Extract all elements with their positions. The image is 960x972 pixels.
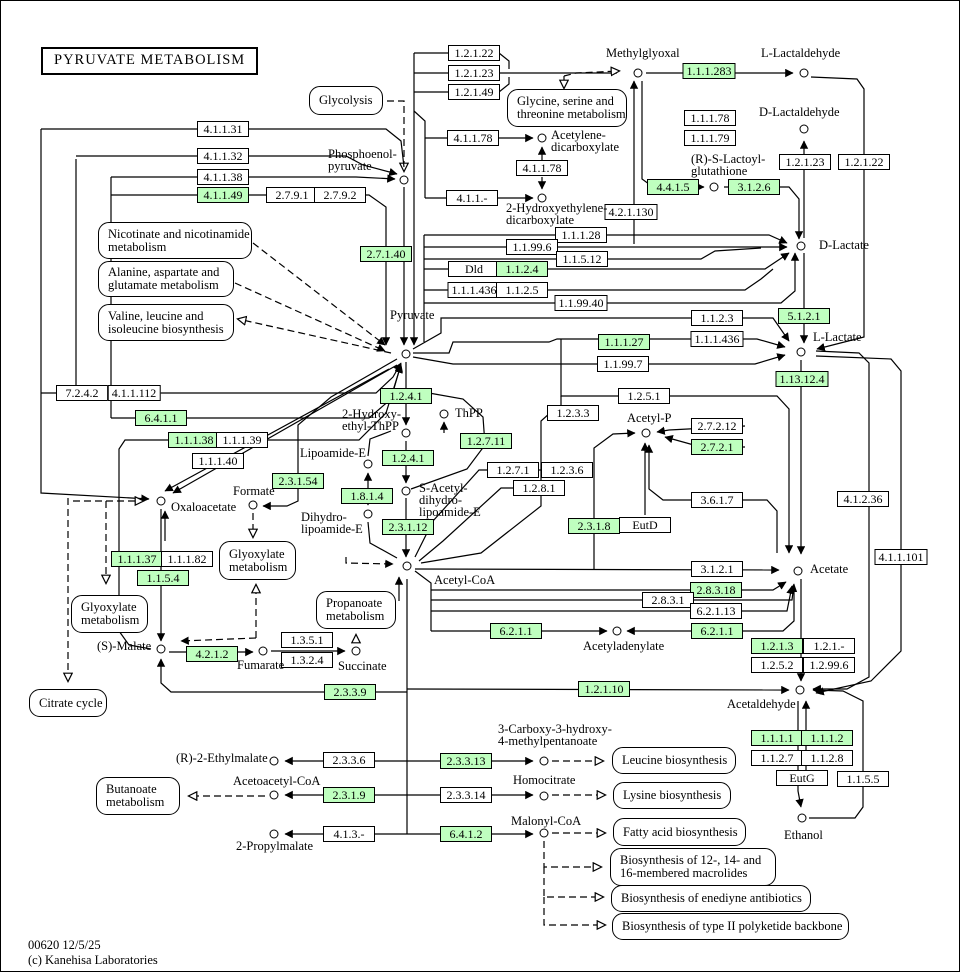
pathway-link-nicotinate-nicotinamide-metabolism[interactable]: [98, 222, 252, 259]
pathway-link-propanoate-metabolism[interactable]: [316, 591, 396, 629]
compound-node-formate[interactable]: [249, 501, 258, 510]
pathway-link-label: glutamate metabolism: [108, 278, 219, 292]
label-line: Acetaldehyde: [727, 697, 796, 711]
enzyme-box-2-3-3-6[interactable]: 2.3.3.6: [323, 752, 375, 768]
compound-node-l-lactate[interactable]: [797, 348, 806, 357]
enzyme-box-1-1-1-2[interactable]: 1.1.1.2: [801, 730, 853, 746]
enzyme-box-1-2-7-1[interactable]: 1.2.7.1: [487, 462, 539, 478]
label-dihydrolipoamide-e: [301, 511, 363, 535]
label-line: dicarboxylate: [551, 140, 620, 154]
compound-node-s-acetyl-dihydrolipoamide-e[interactable]: [402, 487, 411, 496]
map-title: PYRUVATE METABOLISM: [41, 47, 258, 75]
enzyme-box-4-1-1[interactable]: 4.1.1.-: [446, 190, 498, 206]
label-acetyl-p: [627, 412, 671, 424]
enzyme-box-1-1-2-3[interactable]: 1.1.2.3: [691, 310, 743, 326]
enzyme-box-6-2-1-13[interactable]: 6.2.1.13: [690, 603, 742, 619]
enzyme-box-1-1-1-436[interactable]: 1.1.1.436: [448, 282, 501, 298]
enzyme-box-1-1-2-5[interactable]: 1.1.2.5: [496, 282, 548, 298]
pathway-link-biosynthesis-macrolides[interactable]: [610, 848, 776, 886]
enzyme-box-1-1-1-78[interactable]: 1.1.1.78: [684, 110, 736, 126]
enzyme-box-eutd[interactable]: EutD: [619, 517, 671, 533]
pathway-link-label: Biosynthesis of type II polyketide backbone: [622, 919, 843, 933]
label-pyruvate: [390, 309, 434, 321]
enzyme-box-1-1-1-436[interactable]: 1.1.1.436: [691, 331, 744, 347]
label-ethanol: [784, 829, 823, 841]
pathway-link-leucine-biosynthesis[interactable]: [612, 747, 736, 774]
label-line: S-Acetyl-: [419, 481, 468, 495]
label-r-2-ethylmalate: [176, 752, 268, 764]
pathway-link-lysine-biosynthesis[interactable]: [613, 782, 731, 809]
label-line: Homocitrate: [513, 773, 576, 787]
compound-node-acetoacetyl-coa[interactable]: [270, 791, 279, 800]
compound-node-dihydrolipoamide-e[interactable]: [364, 510, 373, 519]
label-succinate: [338, 660, 387, 672]
label-2-propylmalate: [236, 840, 313, 852]
enzyme-box-1-1-99-6[interactable]: 1.1.99.6: [506, 239, 558, 255]
enzyme-box-2-3-1-54[interactable]: 2.3.1.54: [272, 473, 324, 489]
label-line: 3-Carboxy-3-hydroxy-: [498, 722, 612, 736]
enzyme-box-1-3-2-4[interactable]: 1.3.2.4: [281, 652, 333, 668]
pathway-link-label: metabolism: [229, 559, 288, 574]
enzyme-box-1-2-1-22[interactable]: 1.2.1.22: [838, 154, 890, 170]
label-line: Acetyladenylate: [583, 639, 665, 653]
label-lipoamide-e: [300, 447, 366, 459]
enzyme-box-6-4-1-1[interactable]: 6.4.1.1: [135, 410, 187, 426]
compound-node-acetate[interactable]: [794, 567, 803, 576]
enzyme-box-2-3-1-9[interactable]: 2.3.1.9: [323, 787, 375, 803]
pathway-link-glycine-serine-threonine-metabolism[interactable]: [507, 89, 627, 127]
label-line: Lipoamide-E: [300, 446, 366, 460]
enzyme-box-1-2-4-1[interactable]: 1.2.4.1: [380, 388, 432, 404]
label-3-carboxy-3-hydroxy-4-methylpentanoate: [498, 723, 612, 747]
edge: [238, 319, 391, 353]
label-line: ThPP: [455, 406, 483, 420]
enzyme-box-1-1-2-8[interactable]: 1.1.2.8: [801, 750, 853, 766]
pathway-link-alanine-aspartate-glutamate-metabolism[interactable]: [98, 261, 234, 297]
pathway-link-label: isoleucine biosynthesis: [108, 321, 224, 336]
edge: [346, 557, 393, 564]
pathway-link-label: Glycolysis: [319, 93, 373, 107]
enzyme-box-1-2-3-6[interactable]: 1.2.3.6: [541, 462, 593, 478]
enzyme-box-1-1-2-7[interactable]: 1.1.2.7: [751, 750, 803, 766]
label-line: dihydro-: [419, 493, 463, 507]
label-line: Acetylene-: [551, 128, 606, 142]
enzyme-box-4-1-2-36[interactable]: 4.1.2.36: [837, 491, 889, 507]
edge: [499, 53, 509, 69]
pathway-link-label: Biosynthesis of enediyne antibiotics: [621, 891, 802, 905]
compound-node-lipoamide-e[interactable]: [364, 460, 373, 469]
enzyme-box-1-2-5-1[interactable]: 1.2.5.1: [618, 388, 670, 404]
label-acetate: [810, 563, 848, 575]
edge: [414, 111, 425, 198]
enzyme-box-4-1-3[interactable]: 4.1.3.-: [323, 826, 375, 842]
label-line: Acetate: [810, 562, 849, 576]
compound-node-d-lactaldehyde[interactable]: [800, 125, 809, 134]
compound-node-pyruvate[interactable]: [402, 350, 411, 359]
compound-node-thpp[interactable]: [440, 410, 449, 419]
label-l-lactaldehyde: [761, 47, 840, 59]
label-line: D-Lactaldehyde: [759, 105, 840, 119]
enzyme-box-1-1-1-1[interactable]: 1.1.1.1: [751, 730, 803, 746]
pathway-link-label: Valine, leucine and: [108, 308, 204, 323]
label-line: Formate: [233, 484, 275, 498]
label-rs-lactoyl-glutathione: [691, 153, 765, 177]
edge: [544, 867, 603, 897]
label-line: 2-Propylmalate: [236, 839, 314, 853]
label-line: Malonyl-CoA: [511, 814, 582, 828]
enzyme-box-2-7-9-1[interactable]: 2.7.9.1: [266, 187, 318, 203]
enzyme-box-6-2-1-1[interactable]: 6.2.1.1: [490, 623, 542, 639]
enzyme-box-1-1-1-82[interactable]: 1.1.1.82: [161, 551, 213, 567]
label-line: Acetoacetyl-CoA: [233, 774, 321, 788]
enzyme-box-1-2-5-2[interactable]: 1.2.5.2: [751, 657, 803, 673]
compound-node-r-2-ethylmalate[interactable]: [270, 757, 279, 766]
pathway-link-label: Biosynthesis of 12-, 14- and: [620, 853, 762, 867]
pathway-link-label: Fatty acid biosynthesis: [623, 824, 738, 839]
enzyme-box-2-8-3-18[interactable]: 2.8.3.18: [690, 582, 742, 598]
enzyme-box-2-3-3-13[interactable]: 2.3.3.13: [440, 753, 492, 769]
enzyme-box-4-1-1-31[interactable]: 4.1.1.31: [197, 121, 249, 137]
edge: [594, 433, 635, 569]
label-line: Oxaloacetate: [171, 500, 237, 514]
pathway-link-label: Propanoate: [326, 596, 383, 610]
enzyme-box-1-2-7-11[interactable]: 1.2.7.11: [460, 433, 512, 449]
enzyme-box-1-2-1-10[interactable]: 1.2.1.10: [578, 681, 630, 697]
pathway-link-label: Nicotinate and nicotinamide: [108, 226, 250, 241]
pathway-link-label: metabolism: [106, 795, 165, 809]
enzyme-box-4-1-1-101[interactable]: 4.1.1.101: [875, 549, 928, 565]
enzyme-box-3-1-2-6[interactable]: 3.1.2.6: [728, 179, 780, 195]
enzyme-box-4-1-1-32[interactable]: 4.1.1.32: [197, 148, 249, 164]
pathway-link-label: metabolism: [326, 609, 385, 623]
compound-node-acetylene-dicarboxylate[interactable]: [538, 134, 547, 143]
compound-node-acetaldehyde[interactable]: [796, 686, 805, 695]
enzyme-box-2-7-2-12[interactable]: 2.7.2.12: [691, 418, 743, 434]
label-line: ethyl-ThPP: [342, 419, 399, 433]
label-line: dicarboxylate: [506, 213, 575, 227]
enzyme-box-4-2-1-130[interactable]: 4.2.1.130: [605, 204, 658, 220]
pathway-link-label: Glyoxylate: [81, 600, 137, 614]
compound-node-homocitrate[interactable]: [540, 792, 549, 801]
enzyme-box-1-2-4-1[interactable]: 1.2.4.1: [382, 450, 434, 466]
label-line: Succinate: [338, 659, 387, 673]
label-line: D-Lactate: [819, 238, 869, 252]
pathway-link-glyoxylate-metabolism-left[interactable]: [71, 595, 148, 633]
map-number-date: 00620 12/5/25: [28, 938, 101, 952]
enzyme-box-1-1-1-38[interactable]: 1.1.1.38: [168, 432, 220, 448]
pathway-link-label: threonine metabolism: [517, 107, 626, 121]
enzyme-box-4-1-1-38[interactable]: 4.1.1.38: [197, 169, 249, 185]
pathway-link-butanoate-metabolism[interactable]: [96, 777, 180, 815]
label-line: glutathione: [691, 164, 748, 178]
pathway-link-label: Glyoxylate: [229, 546, 285, 561]
compound-node-2-propylmalate[interactable]: [270, 830, 279, 839]
label-line: Methylglyoxal: [606, 46, 680, 60]
label-line: Ethanol: [784, 828, 823, 842]
enzyme-box-1-1-1-283[interactable]: 1.1.1.283: [683, 63, 736, 79]
pathway-link-label: metabolism: [108, 239, 167, 254]
enzyme-box-2-7-2-1[interactable]: 2.7.2.1: [691, 439, 743, 455]
label-line: (R)-2-Ethylmalate: [176, 751, 268, 765]
enzyme-box-1-13-12-4[interactable]: 1.13.12.4: [776, 371, 829, 387]
enzyme-box-4-1-1-78[interactable]: 4.1.1.78: [516, 160, 568, 176]
pathway-link-label: 16-membered macrolides: [620, 866, 748, 880]
enzyme-box-4-1-1-112[interactable]: 4.1.1.112: [108, 385, 161, 401]
enzyme-box-1-1-1-39[interactable]: 1.1.1.39: [216, 432, 268, 448]
enzyme-box-4-4-1-5[interactable]: 4.4.1.5: [647, 179, 699, 195]
pathway-link-label: Glycine, serine and: [517, 94, 614, 108]
enzyme-box-1-2-1-49[interactable]: 1.2.1.49: [448, 84, 500, 100]
compound-node-ethanol[interactable]: [798, 814, 807, 823]
label-fumarate: [237, 659, 284, 671]
edge: [544, 897, 605, 925]
label-d-lactate: [819, 239, 869, 251]
compound-node-rs-lactoyl-glutathione[interactable]: [710, 183, 719, 192]
pathway-link-label: Alanine, aspartate and: [108, 265, 220, 279]
label-line: Pyruvate: [390, 308, 435, 322]
label-s-acetyl-dihydrolipoamide-e: [419, 482, 481, 518]
enzyme-box-1-2-3-3[interactable]: 1.2.3.3: [547, 405, 599, 421]
label-l-lactate: [813, 331, 862, 343]
pathway-link-biosynthesis-enediyne-antibiotics[interactable]: [611, 885, 811, 912]
enzyme-box-1-2-99-6[interactable]: 1.2.99.6: [803, 657, 855, 673]
label-line: Phosphoenol-: [328, 147, 397, 161]
label-line: 2-Hydroxyethylene-: [506, 201, 608, 215]
enzyme-box-4-1-1-49[interactable]: 4.1.1.49: [197, 187, 249, 203]
enzyme-box-2-3-3-14[interactable]: 2.3.3.14: [440, 787, 492, 803]
label-line: lipoamide-E: [301, 522, 363, 536]
edge: [181, 638, 256, 641]
edge: [415, 571, 431, 631]
pathway-link-fatty-acid-biosynthesis[interactable]: [613, 818, 746, 846]
label-2-hydroxyethyl-thpp: [342, 408, 401, 432]
compound-node-3-carboxy-3-hydroxy-4-methylpentanoate[interactable]: [540, 757, 549, 766]
label-line: L-Lactate: [813, 330, 862, 344]
enzyme-box-3-1-2-1[interactable]: 3.1.2.1: [691, 561, 743, 577]
pathway-link-label: Lysine biosynthesis: [623, 788, 722, 802]
label-2-hydroxyethylene-dicarboxylate: [506, 202, 607, 226]
compound-node-acetyl-p[interactable]: [642, 429, 651, 438]
enzyme-box-1-2-1-3[interactable]: 1.2.1.3: [751, 638, 803, 654]
enzyme-box-1-8-1-4[interactable]: 1.8.1.4: [341, 488, 393, 504]
enzyme-box-2-3-1-12[interactable]: 2.3.1.12: [382, 519, 434, 535]
pathway-link-glyoxylate-metabolism-center[interactable]: [219, 541, 296, 580]
enzyme-box-1-1-99-7[interactable]: 1.1.99.7: [597, 356, 649, 372]
enzyme-box-1-2-1-22[interactable]: 1.2.1.22: [448, 45, 500, 61]
edge: [235, 283, 385, 351]
edge: [111, 177, 395, 179]
enzyme-box-4-1-1-78[interactable]: 4.1.1.78: [447, 130, 499, 146]
label-acetyladenylate: [583, 640, 664, 652]
enzyme-box-1-2-8-1[interactable]: 1.2.8.1: [513, 480, 565, 496]
label-phosphoenolpyruvate: [328, 148, 397, 172]
enzyme-box-1-1-2-4[interactable]: 1.1.2.4: [496, 261, 548, 277]
label-acetoacetyl-coa: [233, 775, 320, 787]
enzyme-box-1-1-99-40[interactable]: 1.1.99.40: [555, 295, 608, 311]
compound-node-methylglyoxal[interactable]: [634, 69, 643, 78]
label-d-lactaldehyde: [759, 106, 840, 118]
enzyme-box-2-8-3-1[interactable]: 2.8.3.1: [642, 592, 694, 608]
compound-node-oxaloacetate[interactable]: [157, 497, 166, 506]
enzyme-box-1-1-5-12[interactable]: 1.1.5.12: [556, 251, 608, 267]
compound-node-succinate[interactable]: [352, 647, 361, 656]
label-line: pyruvate: [328, 159, 372, 173]
pathway-link-biosynthesis-type-ii-polyketide[interactable]: [612, 913, 849, 940]
enzyme-box-eutg[interactable]: EutG: [776, 770, 828, 786]
edge: [544, 841, 601, 867]
label-line: L-Lactaldehyde: [761, 46, 841, 60]
enzyme-box-5-1-2-1[interactable]: 5.1.2.1: [778, 308, 830, 324]
label-homocitrate: [513, 774, 575, 786]
compound-node-s-malate[interactable]: [157, 645, 166, 654]
enzyme-box-2-7-1-40[interactable]: 2.7.1.40: [360, 246, 412, 262]
label-thpp: [455, 407, 483, 419]
enzyme-box-1-1-1-40[interactable]: 1.1.1.40: [192, 453, 244, 469]
enzyme-box-7-2-4-2[interactable]: 7.2.4.2: [56, 385, 108, 401]
compound-node-l-lactaldehyde[interactable]: [800, 69, 809, 78]
label-line: 4-methylpentanoate: [498, 734, 598, 748]
edge: [499, 77, 509, 92]
compound-node-2-hydroxyethyl-thpp[interactable]: [402, 429, 411, 438]
enzyme-box-6-4-1-2[interactable]: 6.4.1.2: [440, 826, 492, 842]
enzyme-box-1-3-5-1[interactable]: 1.3.5.1: [281, 632, 333, 648]
pathway-link-label: metabolism: [81, 613, 140, 627]
label-formate: [233, 485, 275, 497]
pathway-link-label: Butanoate: [106, 782, 157, 796]
enzyme-box-2-7-9-2[interactable]: 2.7.9.2: [314, 187, 366, 203]
label-line: Dihydro-: [301, 510, 347, 524]
compound-node-acetyl-coa[interactable]: [403, 562, 412, 571]
enzyme-box-2-3-1-8[interactable]: 2.3.1.8: [568, 518, 620, 534]
pathway-link-label: Citrate cycle: [39, 695, 103, 710]
label-line: Fumarate: [237, 658, 285, 672]
label-oxaloacetate: [171, 501, 236, 513]
label-line: Acetyl-P: [627, 411, 672, 425]
label-acetyl-coa: [434, 574, 495, 586]
compound-node-acetyladenylate[interactable]: [613, 627, 622, 636]
compound-node-malonyl-coa[interactable]: [540, 829, 549, 838]
enzyme-box-3-6-1-7[interactable]: 3.6.1.7: [691, 492, 743, 508]
pathway-link-valine-leucine-isoleucine-biosynthesis[interactable]: [98, 304, 234, 341]
enzyme-box-dld[interactable]: Dld: [448, 261, 500, 277]
enzyme-box-6-2-1-1[interactable]: 6.2.1.1: [691, 623, 743, 639]
label-line: 2-Hydroxy-: [342, 407, 402, 421]
compound-node-phosphoenolpyruvate[interactable]: [400, 176, 409, 185]
label-malonyl-coa: [511, 815, 581, 827]
compound-node-d-lactate[interactable]: [797, 242, 806, 251]
label-line: (S)-Malate: [97, 639, 152, 653]
enzyme-box-1-1-5-4[interactable]: 1.1.5.4: [137, 570, 189, 586]
enzyme-box-1-1-1-37[interactable]: 1.1.1.37: [111, 551, 163, 567]
label-methylglyoxal: [606, 47, 680, 59]
enzyme-box-1-1-1-27[interactable]: 1.1.1.27: [598, 334, 650, 350]
enzyme-box-1-1-1-79[interactable]: 1.1.1.79: [684, 130, 736, 146]
enzyme-box-1-2-1-23[interactable]: 1.2.1.23: [779, 154, 831, 170]
enzyme-box-1-1-1-28[interactable]: 1.1.1.28: [555, 227, 607, 243]
label-line: Acetyl-CoA: [434, 573, 496, 587]
map-footer: [28, 938, 158, 968]
enzyme-box-2-3-3-9[interactable]: 2.3.3.9: [324, 684, 376, 700]
pathway-link-glycolysis[interactable]: [309, 86, 383, 115]
enzyme-box-1-2-1-23[interactable]: 1.2.1.23: [448, 65, 500, 81]
pathway-link-citrate-cycle[interactable]: [29, 689, 107, 717]
enzyme-box-1-2-1[interactable]: 1.2.1.-: [803, 638, 855, 654]
label-acetaldehyde: [727, 698, 796, 710]
pathway-link-label: Leucine biosynthesis: [622, 753, 728, 767]
copyright: (c) Kanehisa Laboratories: [28, 953, 158, 967]
enzyme-box-4-2-1-2[interactable]: 4.2.1.2: [186, 646, 238, 662]
label-acetylene-dicarboxylate: [551, 129, 619, 153]
compound-node-fumarate[interactable]: [259, 647, 268, 656]
label-line: (R)-S-Lactoyl-: [691, 152, 766, 166]
label-line: lipoamide-E: [419, 505, 481, 519]
enzyme-box-1-1-5-5[interactable]: 1.1.5.5: [837, 771, 889, 787]
label-s-malate: [97, 640, 151, 652]
